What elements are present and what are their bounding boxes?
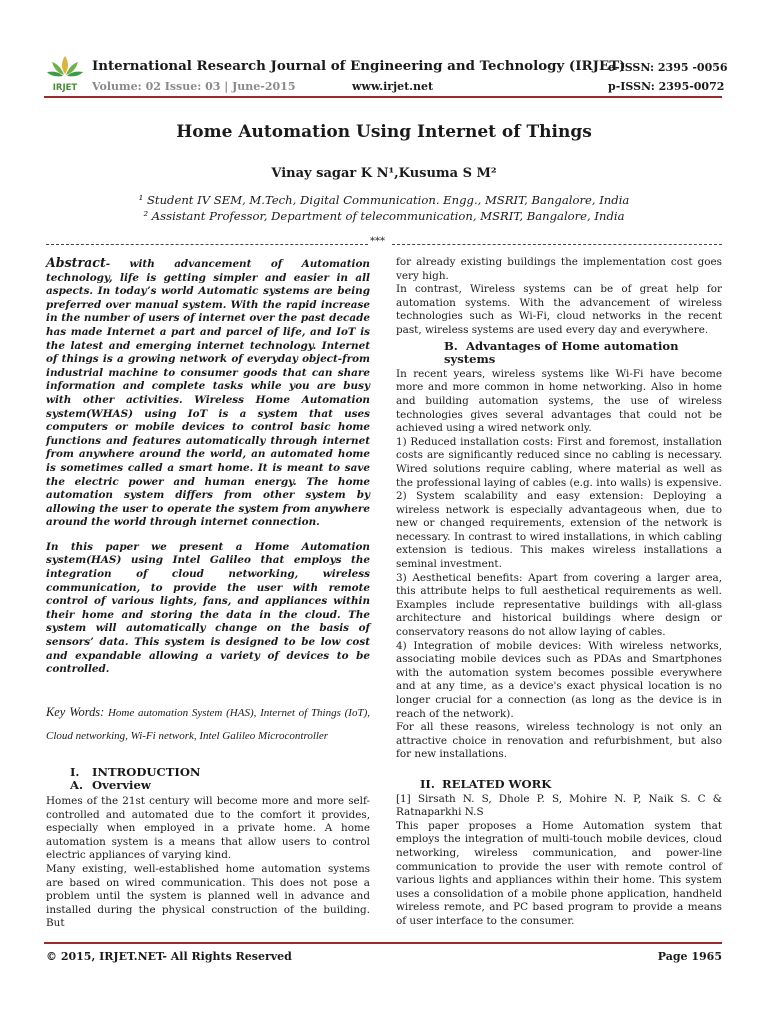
reference-1-summary: This paper proposes a Home Automation system that employs the integration of multi-touch mobile devices, cloud networking, wireless communication, and power-line communication to provide the user with remote control of various lights and appliances within their home. This system uses a consolidation of a mobile phone application, handheld wireless remote, and PC based program to provide a means of user interface to the consumer.	[396, 819, 722, 927]
affiliation-1: ¹ Student IV SEM, M.Tech, Digital Communication. Engg., MSRIT, Bangalore, India	[138, 193, 630, 207]
left-column	[46, 256, 370, 931]
irjet-logo-icon	[44, 52, 86, 94]
abstract-paragraph-2: In this paper we present a Home Automation system(HAS) using Intel Galileo that employs the integration of cloud networking, wireless communication, to provide the user with remote control of various lights, fans, and appliances within their home and storing the data in the cloud. The system will automatically change on the basis of sensors’ data. This system is designed to be low cost and expandable allowing a variety of devices to be controlled.	[46, 540, 370, 676]
affiliation-2: ² Assistant Professor, Department of telecommunication, MSRIT, Bangalore, India	[143, 209, 625, 223]
keywords-label: Key Words:	[46, 704, 105, 719]
abstract-label: Abstract	[46, 255, 106, 270]
paragraph-all-reasons: For all these reasons, wireless technology is not only an attractive choice in renovation and refurbishment, but also for new installations.	[396, 721, 722, 761]
overview-paragraph-1: Homes of the 21st century will become more and more self-controlled and automated due to the comfort it provides, especially when employed in a private home. A home automation system is a means that allow users to control electric appliances of varying kind.	[46, 795, 370, 862]
subsection-heading-overview	[46, 779, 370, 793]
paper-title: Home Automation Using Internet of Things	[176, 122, 592, 142]
subsection-number: A.	[70, 778, 84, 793]
overview-paragraph-2: Many existing, well-established home automation systems are based on wired communication. This does not pose a problem until the system is planned well in advance and installed during the physical construction of the building. But	[46, 862, 370, 930]
advantage-item-1: 1) Reduced installation costs: First and foremost, installation costs are significantly reduced since no cabling is necessary. Wired solutions require cabling, where material as well as the professional laying of cables (e.g. into walls) is expensive.	[396, 435, 722, 489]
subsection-heading-advantages	[396, 340, 722, 367]
section-title: RELATED WORK	[442, 776, 552, 791]
subsection-title: Overview	[92, 778, 151, 793]
advantage-item-2: 2) System scalability and easy extension: Deploying a wireless network is especially advantageous when, due to new or changed requirements, extension of the network is necessary. In contrast to wired installations, in which cabling extension is tedious. This makes wireless installations a seminal investment.	[396, 490, 722, 571]
separator-dash-left	[46, 244, 368, 245]
right-column	[396, 256, 722, 929]
section-title: INTRODUCTION	[92, 764, 201, 779]
abstract	[46, 256, 370, 530]
page-number: Page 1965	[657, 950, 722, 963]
separator-stars: ***	[370, 236, 385, 247]
abstract-text: - with advancement of Automation technology, life is getting simpler and easier in all aspects. In today’s world Automatic systems are being preferred over manual system. With the rapid increase in the number of users of internet over the past decade has made Internet a part and parcel of life, and IoT is the latest and emerging internet technology. Internet of things is a growing network of everyday object-from industrial machine to consumer goods that can share information and complete tasks while you are busy with other activities. Wireless Home Automation system(WHAS) using IoT is a system that uses computers or mobile devices to control basic home functions and features automatically through internet from anywhere around the world, an automated home is sometimes called a smart home. It is meant to save the electric power and human energy. The home automation system differs from other system by allowing the user to operate the system from anywhere around the world through internet connection.	[46, 258, 370, 529]
paragraph-continuation: for already existing buildings the implementation cost goes very high.	[396, 256, 722, 282]
advantage-item-3: 3) Aesthetical benefits: Apart from covering a larger area, this attribute helps to full aesthetical requirements as well. Examples include representative buildings with all-glass architecture and historical buildings where design or conservatory reasons do not allow laying of cables.	[396, 571, 722, 639]
footer-rule	[44, 942, 722, 944]
reference-1-authors: [1] Sirsath N. S, Dhole P. S, Mohire N. P, Naik S. C & Ratnaparkhi N.S	[396, 792, 722, 819]
journal-name: International Research Journal of Engineering and Technology (IRJET)	[92, 58, 626, 74]
section-number: I.	[70, 764, 80, 779]
paragraph-recent-years: In recent years, wireless systems like Wi-Fi have become more and more common in home networking. Also in home and building automation systems, the use of wireless technologies gives several advantages that could not be achieved using a wired network only.	[396, 367, 722, 435]
section-number: II.	[420, 776, 435, 791]
e-issn: e-ISSN: 2395 -0056	[608, 61, 728, 74]
keywords	[46, 701, 370, 748]
keywords-text: Home automation System (HAS), Internet of Things (IoT), Cloud networking, Wi-Fi network, Intel Galileo Microcontroller	[46, 706, 370, 742]
paragraph-wireless-contrast: In contrast, Wireless systems can be of great help for automation systems. With the advancement of wireless technologies such as Wi-Fi, cloud networks in the recent past, wireless systems are used every day and everywhere.	[396, 283, 722, 336]
copyright: © 2015, IRJET.NET- All Rights Reserved	[46, 950, 292, 963]
subsection-number: B.	[444, 338, 458, 353]
separator-dash-right	[392, 244, 722, 245]
paper-authors: Vinay sagar K N¹,Kusuma S M²	[271, 166, 497, 181]
section-heading-introduction	[46, 766, 370, 780]
advantage-item-4: 4) Integration of mobile devices: With wireless networks, associating mobile devices such as PDAs and Smartphones with the automation system becomes possible everywhere and at any time, as a device's exact physical location is no longer crucial for a connection (as long as the device is in reach of the network).	[396, 639, 722, 720]
journal-website: www.irjet.net	[352, 80, 434, 93]
section-heading-related-work	[396, 778, 722, 792]
section-separator	[46, 238, 722, 250]
svg-text:IRJET: IRJET	[52, 83, 78, 93]
p-issn: p-ISSN: 2395-0072	[608, 80, 725, 93]
header-rule	[44, 96, 722, 98]
subsection-title: Advantages of Home automation systems	[444, 338, 679, 367]
volume-issue: Volume: 02 Issue: 03 | June-2015	[92, 80, 296, 93]
